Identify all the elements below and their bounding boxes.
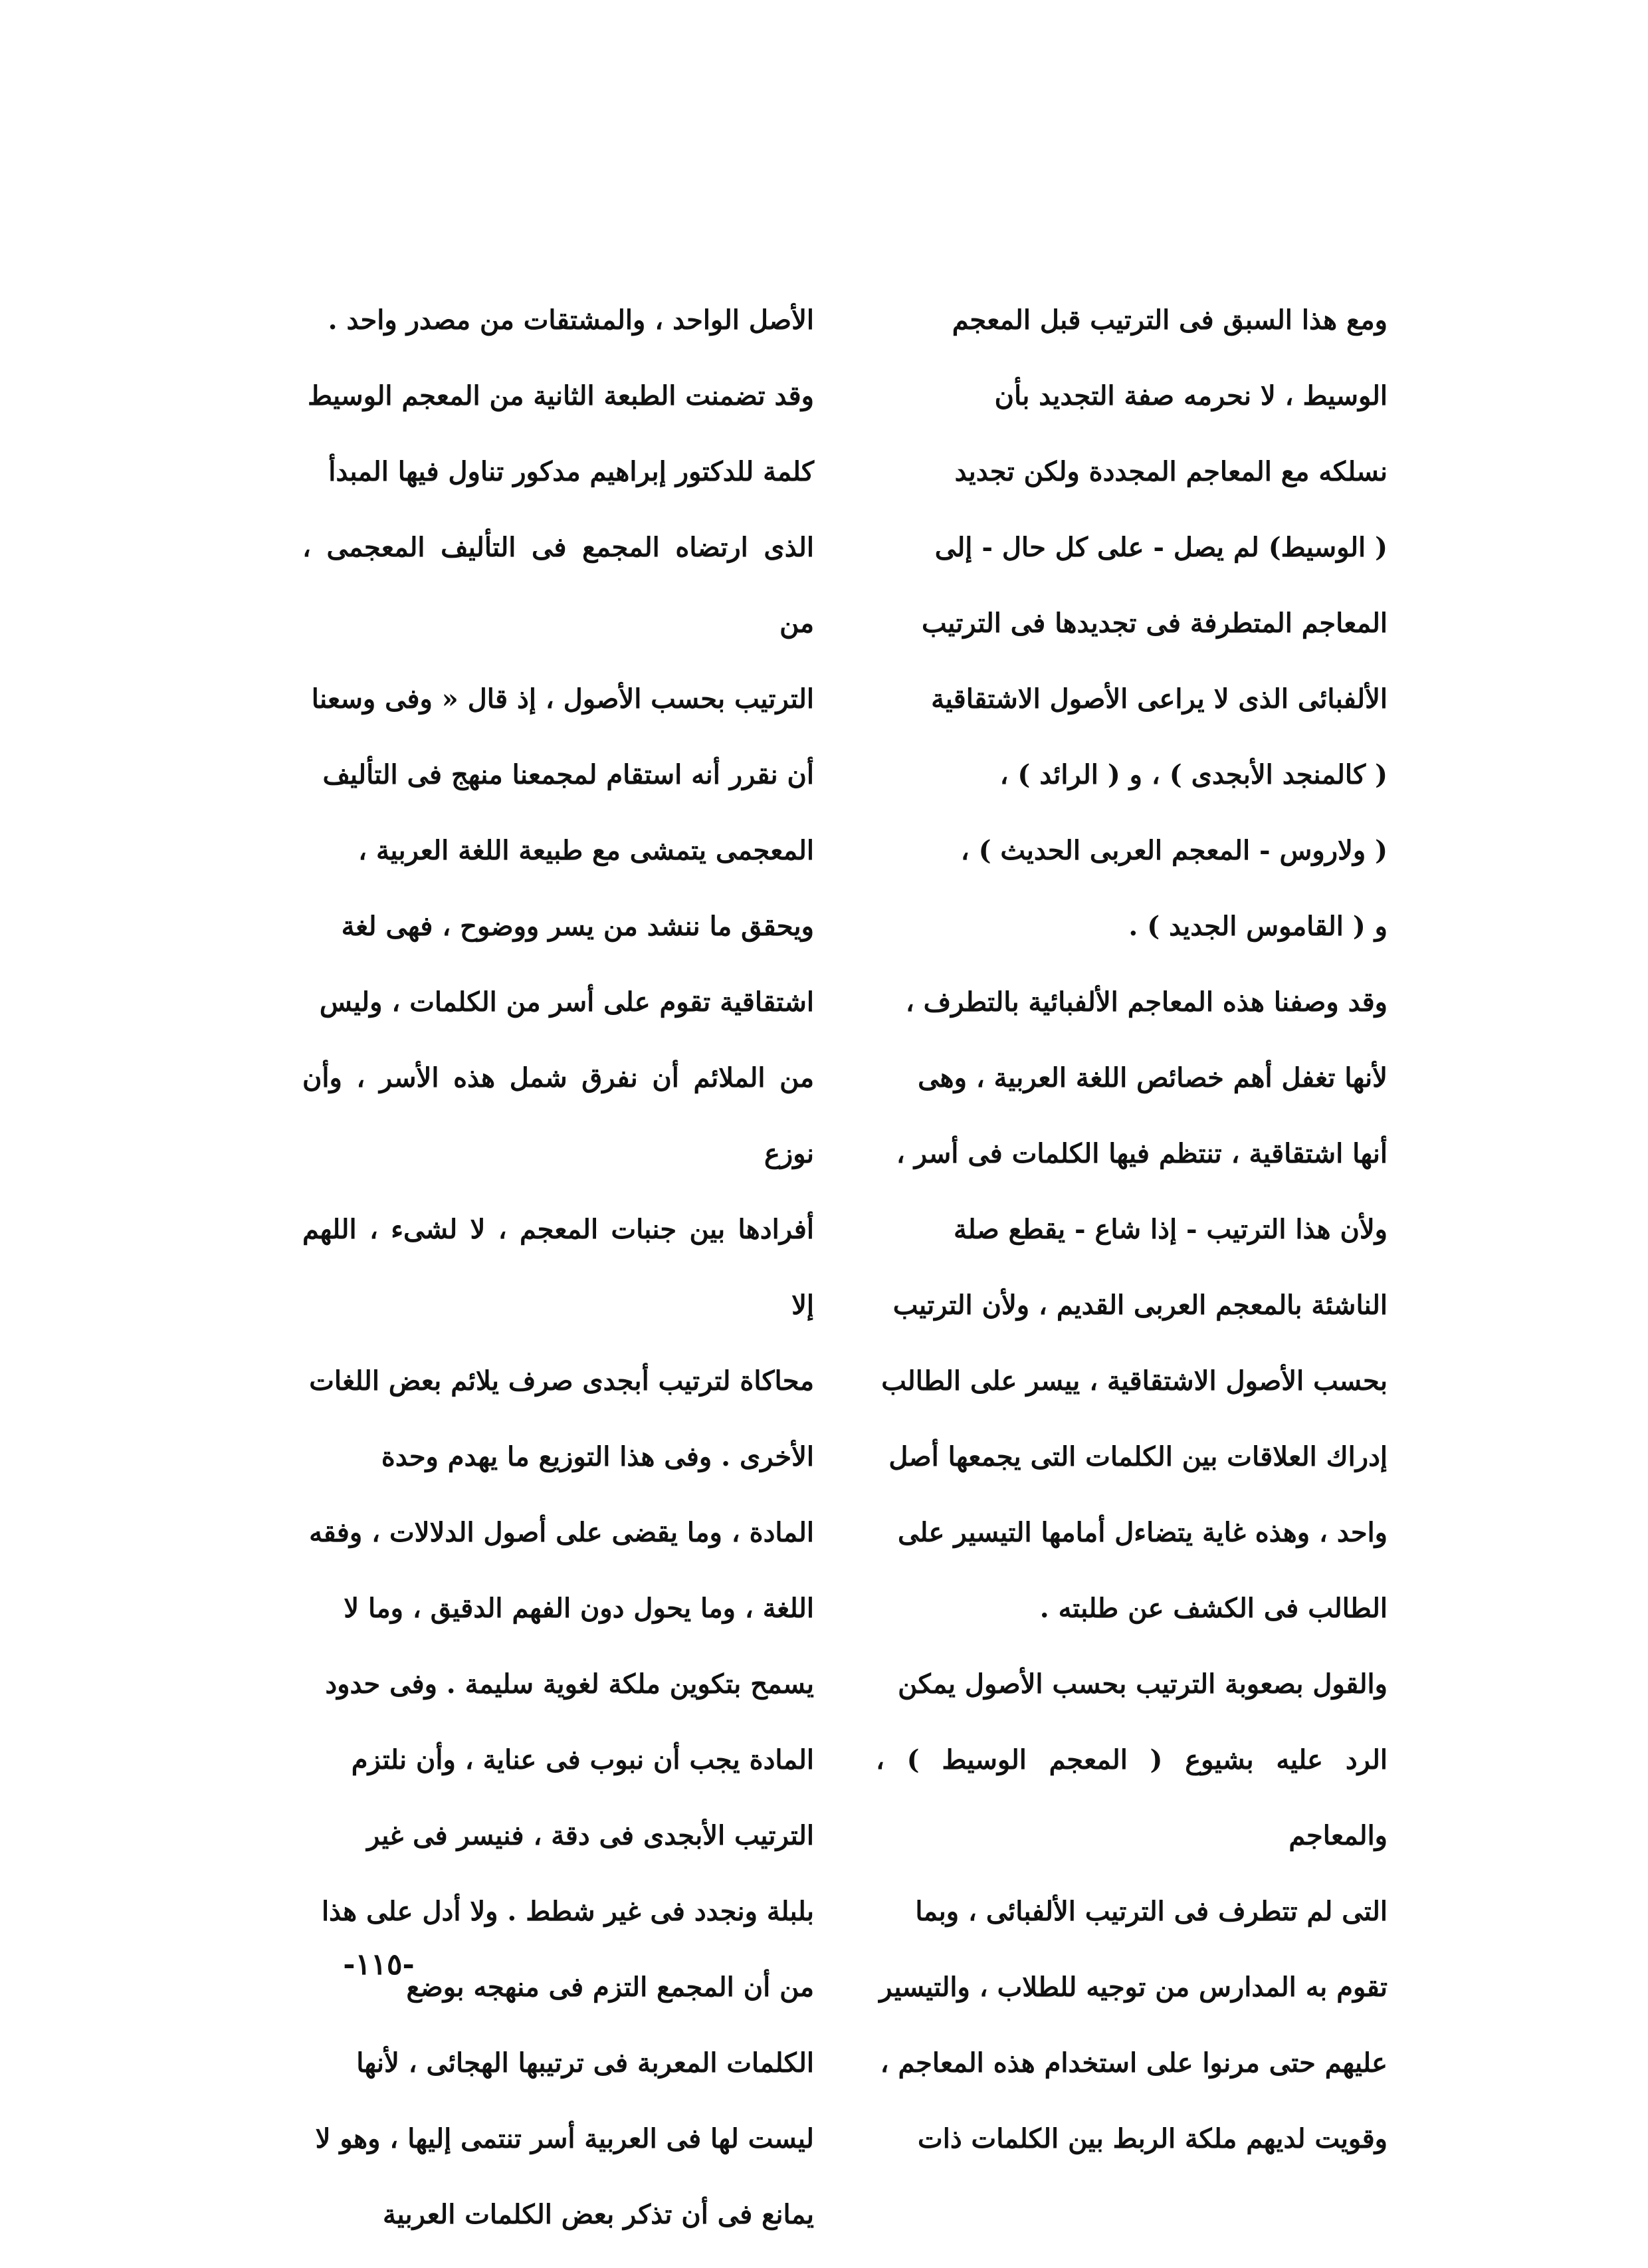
text-line: الناشئة بالمعجم العربى القديم ، ولأن الترتيب: [892, 1290, 1388, 1321]
text-line: التى لم تتطرف فى الترتيب الألفبائى ، وبما: [915, 1896, 1388, 1927]
text-line: يسمح بتكوين ملكة لغوية سليمة . وفى حدود: [325, 1668, 814, 1700]
text-line: نسلكه مع المعاجم المجددة ولكن تجديد: [954, 456, 1388, 487]
text-line: اللغة ، وما يحول دون الفهم الدقيق ، وما لا: [344, 1593, 814, 1624]
text-line: الرد عليه بشيوع ( المعجم الوسيط ) ، والمعاجم: [876, 1744, 1388, 1851]
text-line: الأخرى . وفى هذا التوزيع ما يهدم وحدة: [381, 1441, 814, 1472]
text-line: الذى ارتضاه المجمع فى التأليف المعجمى ، من: [302, 532, 814, 639]
text-line: أن نقرر أنه استقام لمجمعنا منهج فى التأليف: [322, 759, 814, 790]
page-number: -١١٥-: [343, 1948, 415, 1982]
text-line: ومع هذا السبق فى الترتيب قبل المعجم: [952, 304, 1388, 336]
text-line: أفرادها بين جنبات المعجم ، لا لشىء ، اللهم إلا: [302, 1214, 814, 1321]
text-line: والقول بصعوبة الترتيب بحسب الأصول يمكن: [898, 1668, 1388, 1700]
text-line: لأنها تغفل أهم خصائص اللغة العربية ، وهى: [918, 1062, 1388, 1093]
text-line: ليست لها فى العربية أسر تنتمى إليها ، وهو لا: [315, 2123, 814, 2154]
text-line: يمانع فى أن تذكر بعض الكلمات العربية: [383, 2199, 814, 2230]
text-line: ويحقق ما ننشد من يسر ووضوح ، فهى لغة: [341, 911, 814, 942]
text-line: الترتيب بحسب الأصول ، إذ قال « وفى وسعنا: [311, 683, 814, 715]
text-line: كلمة للدكتور إبراهيم مدكور تناول فيها المبدأ: [328, 456, 814, 487]
text-line: وقد تضمنت الطبعة الثانية من المعجم الوسيط: [308, 380, 814, 411]
text-line: من الملائم أن نفرق شمل هذه الأسر ، وأن نوزع: [302, 1062, 814, 1169]
text-line: أنها اشتقاقية ، تنتظم فيها الكلمات فى أسر ،: [896, 1138, 1388, 1169]
text-line: المادة يجب أن نبوب فى عناية ، وأن نلتزم: [351, 1744, 814, 1775]
text-line: من أن المجمع التزم فى منهجه بوضع: [406, 1972, 814, 2003]
text-line: اشتقاقية تقوم على أسر من الكلمات ، وليس: [319, 986, 814, 1018]
text-line: ولأن هذا الترتيب - إذا شاع - يقطع صلة: [954, 1214, 1388, 1245]
right-column: [876, 283, 1388, 2177]
text-line: الطالب فى الكشف عن طلبته .: [1039, 1593, 1388, 1624]
text-line: إدراك العلاقات بين الكلمات التى يجمعها أصل: [888, 1441, 1388, 1472]
text-line: محاكاة لترتيب أبجدى صرف يلائم بعض اللغات: [309, 1365, 814, 1397]
text-line: وقويت لديهم ملكة الربط بين الكلمات ذات: [918, 2123, 1388, 2154]
text-line: بحسب الأصول الاشتقاقية ، ييسر على الطالب: [881, 1365, 1388, 1397]
text-line: الألفبائى الذى لا يراعى الأصول الاشتقاقية: [931, 683, 1388, 715]
text-line: وقد وصفنا هذه المعاجم الألفبائية بالتطرف ،: [905, 986, 1388, 1018]
text-line: ( ولاروس - المعجم العربى الحديث ) ،: [960, 835, 1388, 866]
text-line: الكلمات المعربة فى ترتيبها الهجائى ، لأنها: [356, 2047, 814, 2079]
text-line: الأصل الواحد ، والمشتقات من مصدر واحد .: [328, 304, 814, 336]
text-line: تقوم به المدارس من توجيه للطلاب ، والتيسير: [879, 1972, 1388, 2003]
text-line: ( الوسيط) لم يصل - على كل حال - إلى: [934, 532, 1388, 563]
text-line: عليهم حتى مرنوا على استخدام هذه المعاجم ،: [880, 2047, 1388, 2079]
text-line: الوسيط ، لا نحرمه صفة التجديد بأن: [994, 380, 1388, 411]
text-line: واحد ، وهذه غاية يتضاءل أمامها التيسير على: [897, 1517, 1388, 1548]
text-line: المعاجم المتطرفة فى تجديدها فى الترتيب: [921, 608, 1388, 639]
text-line: ( كالمنجد الأبجدى ) ، و ( الرائد ) ،: [999, 759, 1388, 790]
text-line: بلبلة ونجدد فى غير شطط . ولا أدل على هذا: [321, 1896, 814, 1927]
text-line: المادة ، وما يقضى على أصول الدلالات ، وفقه: [309, 1517, 814, 1548]
text-line: و ( القاموس الجديد ) .: [1128, 911, 1388, 942]
text-line: المعجمى يتمشى مع طبيعة اللغة العربية ،: [358, 835, 814, 866]
text-line: الترتيب الأبجدى فى دقة ، فنيسر فى غير: [367, 1820, 814, 1851]
